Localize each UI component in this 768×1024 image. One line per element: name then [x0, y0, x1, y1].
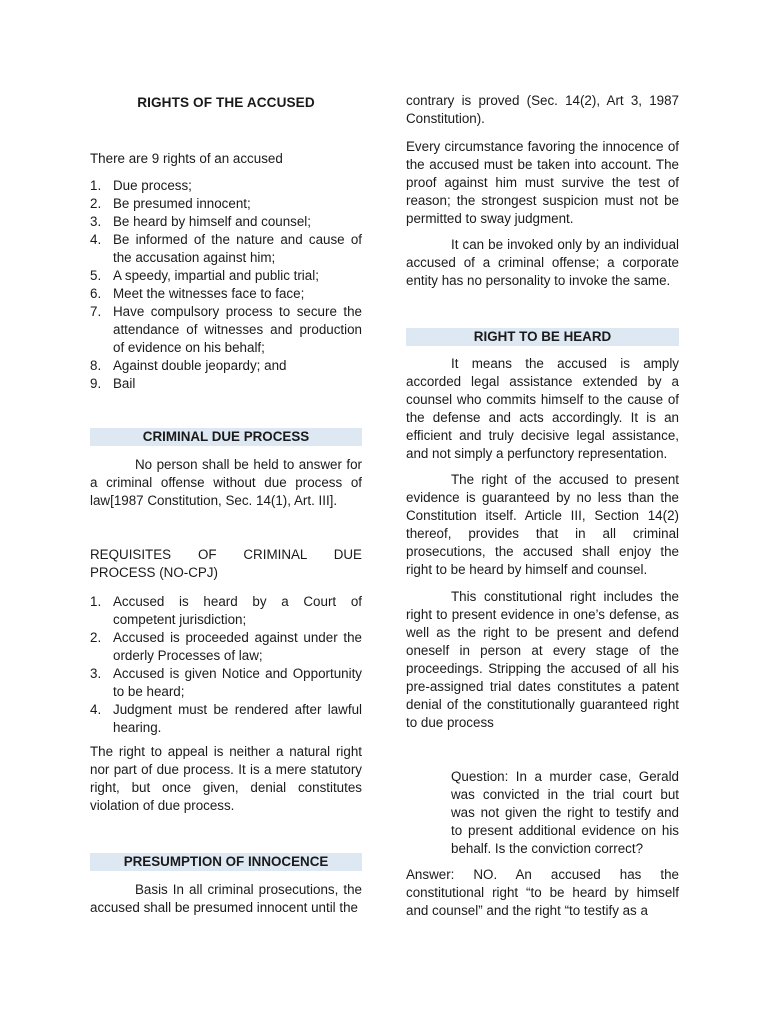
section-heading-presumption: PRESUMPTION OF INNOCENCE: [90, 853, 362, 871]
due-process-text: No person shall be held to answer for a criminal offense without due process of law[1987 Constitution, Sec. 14(1), Art. III].: [90, 457, 362, 508]
list-item: 6. Meet the witnesses face to face;: [90, 286, 305, 301]
list-item: 1. Accused is heard by a Court of competent jurisdiction;: [90, 594, 362, 627]
answer-text: Answer: NO. An accused has the constitutional right “to be heard by himself and counsel” and the right “to testify as a: [406, 867, 679, 918]
heard-paragraph-3: This constitutional right includes the right to present evidence in one’s defense, as well as the right to be present and defend oneself in person at every stage of the proceedings. Stripping the accused of all his pre-assigned trial dates constitutes a patent denial of the constitutionally guaranteed right to due process: [406, 589, 679, 730]
list-item: 4. Be informed of the nature and cause of the accusation against him;: [90, 232, 362, 265]
list-item: 1. Due process;: [90, 178, 192, 193]
list-item: 8. Against double jeopardy; and: [90, 358, 287, 373]
presumption-text: Basis In all criminal prosecutions, the accused shall be presumed innocent until the: [90, 882, 362, 915]
circumstance-text: Every circumstance favoring the innocence of the accused must be taken into account. The proof against him must survive the test of reason; the strongest suspicion must not be permitted to sway judgment.: [406, 139, 679, 226]
list-item: 4. Judgment must be rendered after lawful hearing.: [90, 702, 362, 735]
list-item: 2. Be presumed innocent;: [90, 196, 251, 211]
list-item: 5. A speedy, impartial and public trial;: [90, 268, 319, 283]
appeal-text: The right to appeal is neither a natural right nor part of due process. It is a mere statutory right, but once given, denial constitutes violation of due process.: [90, 744, 362, 813]
intro-text: There are 9 rights of an accused: [90, 151, 283, 166]
list-item: 7. Have compulsory process to secure the attendance of witnesses and production of evidence on his behalf;: [90, 304, 362, 355]
requisites-heading-line2: PROCESS (NO-CPJ): [90, 565, 218, 580]
document-title: RIGHTS OF THE ACCUSED: [137, 95, 315, 110]
list-item: 2. Accused is proceeded against under the orderly Processes of law;: [90, 630, 362, 663]
heard-paragraph-2: The right of the accused to present evidence is guaranteed by no less than the Constitution itself. Article III, Section 14(2) thereof, provides that in all criminal prosecutions, the accused shall enjoy the right to be heard by himself and counsel.: [406, 472, 679, 577]
rights-list: [90, 177, 362, 393]
list-item: 3. Be heard by himself and counsel;: [90, 214, 312, 229]
question-text: Question: In a murder case, Gerald was convicted in the trial court but was not given the right to testify and to present additional evidence on his behalf. Is the conviction correct?: [451, 769, 679, 856]
section-heading-criminal-due-process: CRIMINAL DUE PROCESS: [90, 428, 362, 446]
requisites-heading-line1: REQUISITES OF CRIMINAL DUE: [90, 547, 362, 562]
continued-text: contrary is proved (Sec. 14(2), Art 3, 1987 Constitution).: [406, 93, 679, 126]
invoke-text: It can be invoked only by an individual accused of a criminal offense; a corporate entity has no personality to invoke the same.: [406, 237, 679, 288]
requisites-list: [90, 593, 362, 737]
heard-paragraph-1: It means the accused is amply accorded legal assistance extended by a counsel who commits himself to the cause of the defense and acts accordingly. It is an efficient and truly decisive legal assistance, and not simply a perfunctory representation.: [406, 356, 679, 461]
list-item: 3. Accused is given Notice and Opportunity to be heard;: [90, 666, 362, 699]
list-item: 9. Bail: [90, 376, 136, 391]
section-heading-right-to-be-heard: RIGHT TO BE HEARD: [406, 328, 679, 346]
